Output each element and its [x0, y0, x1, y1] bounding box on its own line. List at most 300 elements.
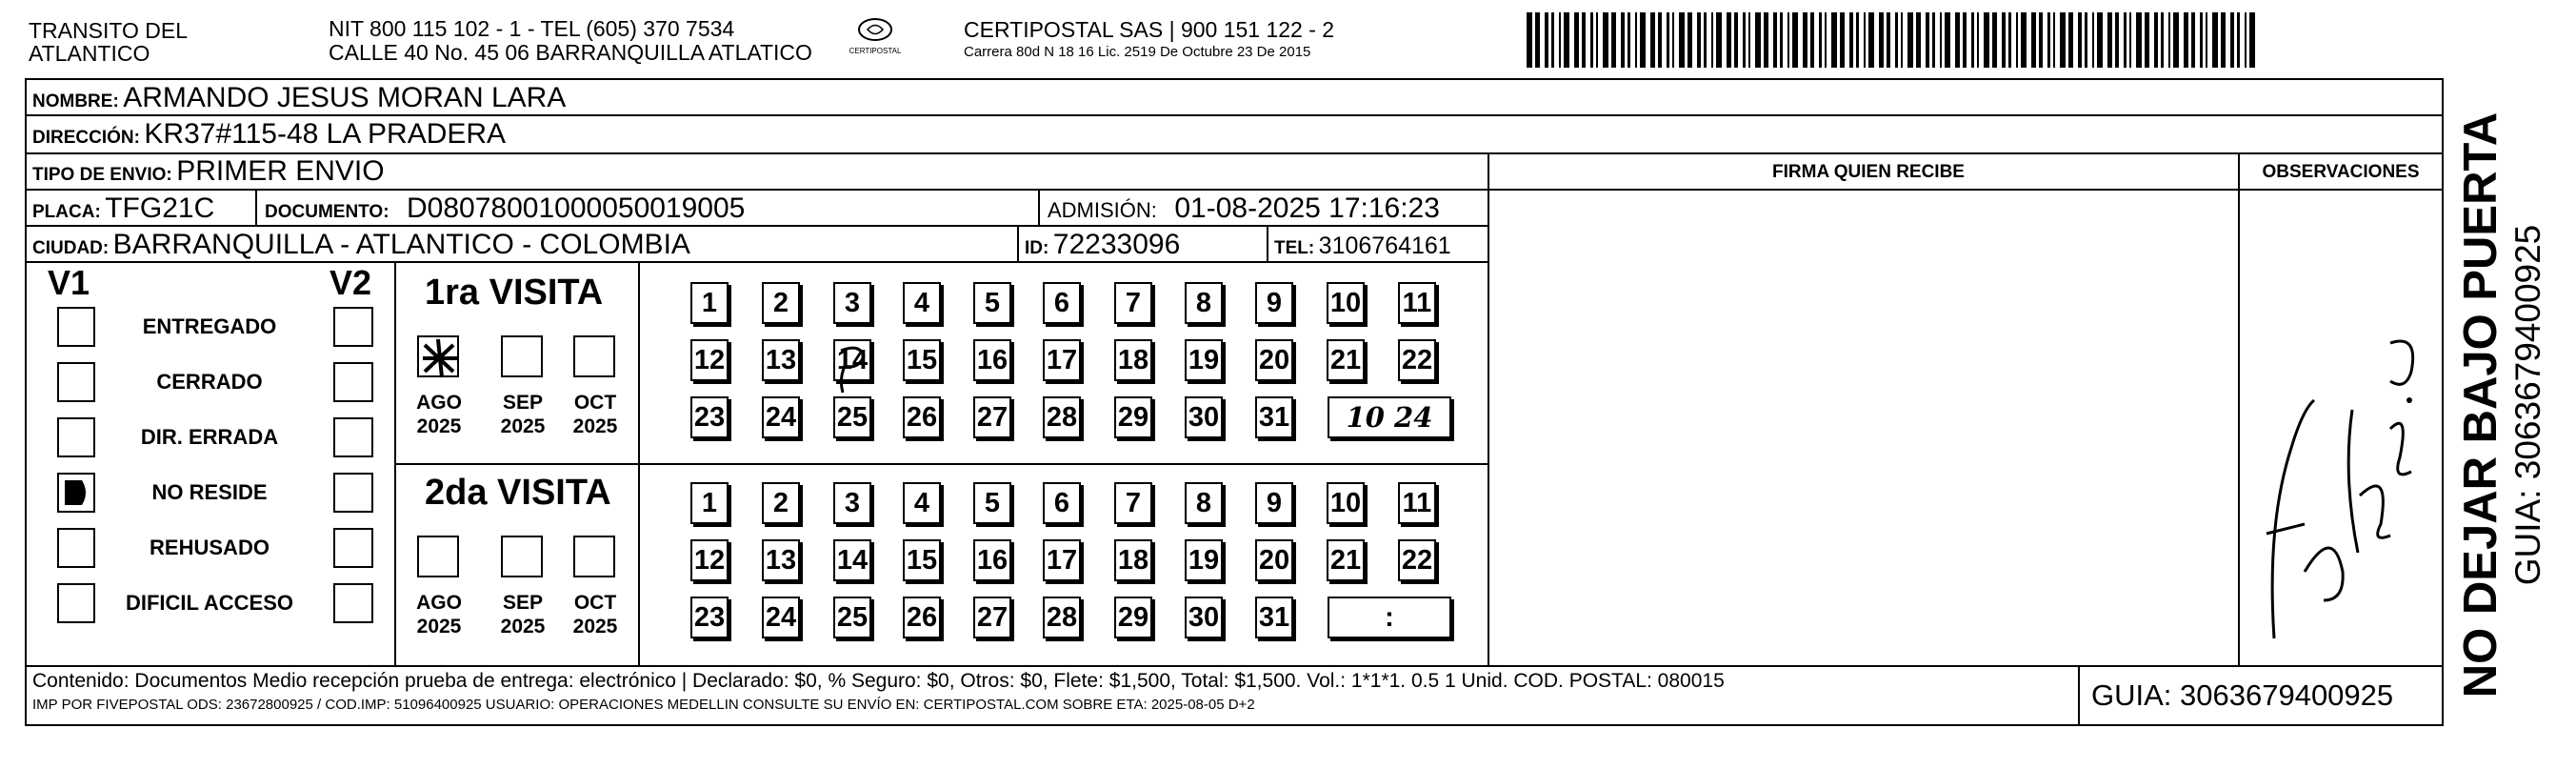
v1-checkbox[interactable]	[57, 362, 95, 402]
day-box[interactable]	[973, 339, 1011, 381]
id-cell	[1025, 229, 1180, 261]
day-box[interactable]	[973, 539, 1011, 581]
barcode-bar	[1559, 12, 1561, 68]
day-number: 23	[693, 401, 726, 433]
day-number: 1	[701, 487, 718, 518]
day-number: 19	[1188, 544, 1220, 576]
day-number: 17	[1046, 544, 1078, 576]
day-box[interactable]	[762, 396, 800, 438]
month-checkbox[interactable]	[573, 536, 615, 577]
day-number: 28	[1046, 601, 1078, 633]
month-name: OCT	[573, 592, 617, 614]
day-box[interactable]	[690, 539, 729, 581]
month-checkbox[interactable]	[501, 536, 543, 577]
day-number: 23	[693, 601, 726, 633]
divider	[25, 152, 2444, 154]
v1-checkbox[interactable]	[57, 417, 95, 457]
day-box[interactable]	[833, 339, 871, 381]
day-box[interactable]	[1398, 339, 1436, 381]
day-box[interactable]	[903, 597, 941, 638]
day-number: 3	[844, 487, 861, 518]
day-number: 27	[976, 601, 1008, 633]
day-number: 12	[693, 544, 726, 576]
barcode-bar	[1926, 12, 1929, 68]
barcode-bar	[2016, 12, 2018, 68]
day-number: 22	[1401, 344, 1433, 375]
visit-title: 1ra VISITA	[425, 273, 604, 313]
recipient-address: KR37#115-48 LA PRADERA	[144, 118, 507, 150]
barcode-bar	[2191, 12, 2195, 68]
day-box[interactable]	[903, 539, 941, 581]
barcode-bar	[1810, 12, 1814, 68]
org-name-line1: TRANSITO DEL	[29, 18, 188, 43]
barcode-bar	[2136, 12, 2142, 68]
barcode-bar	[1748, 12, 1750, 68]
barcode-bar	[1640, 12, 1646, 68]
month-checkbox[interactable]	[573, 335, 615, 377]
courier-logo	[846, 17, 905, 65]
v2-label: V2	[329, 263, 372, 302]
day-number: 13	[765, 344, 797, 375]
barcode-bar	[2200, 12, 2203, 68]
day-number: 30	[1188, 601, 1220, 633]
document-cell	[265, 192, 745, 225]
barcode-bar	[1780, 12, 1783, 68]
day-box[interactable]	[762, 282, 800, 324]
month-year: 2025	[500, 616, 546, 637]
day-number: 26	[906, 401, 938, 433]
delivery-state-label: REHUSADO	[150, 536, 270, 559]
divider	[25, 261, 1489, 263]
month-year: 2025	[572, 415, 618, 437]
day-box[interactable]	[1398, 282, 1436, 324]
barcode-bar	[1963, 12, 1967, 68]
day-box[interactable]	[1255, 597, 1293, 638]
tel-cell	[1274, 233, 1451, 261]
day-number: 4	[913, 287, 930, 318]
month-year: 2025	[416, 415, 462, 437]
barcode-bar	[1603, 12, 1608, 68]
barcode-bar	[1792, 12, 1798, 68]
barcode-bar	[1658, 12, 1662, 68]
admission-cell	[1048, 192, 1440, 225]
day-number: 31	[1258, 401, 1290, 433]
barcode-bar	[1901, 12, 1903, 68]
day-number: 20	[1258, 544, 1290, 576]
day-number: 20	[1258, 344, 1290, 375]
barcode-bar	[2245, 12, 2247, 68]
v2-checkbox[interactable]	[333, 473, 373, 513]
month-label	[495, 591, 550, 638]
id-label: ID:	[1025, 238, 1049, 258]
content-line: Contenido: Documentos Medio recepción prueba de entrega: electrónico | Declarado: $0, % Seguro: $0, Otros: $0, Flete: $1,500, Total: $1,500. Vol.: 1*1*1. 0.5 1 Unid. COD. POSTAL: 080015	[32, 670, 1725, 692]
shipment-type-row	[32, 155, 385, 188]
day-number: 24	[765, 601, 797, 633]
plate-row	[32, 192, 214, 225]
barcode-graphic	[1527, 12, 2260, 68]
day-box[interactable]	[1185, 339, 1223, 381]
day-number: 10	[1329, 487, 1362, 518]
day-box[interactable]	[833, 482, 871, 524]
barcode-bar	[2078, 12, 2082, 68]
barcode-bar	[1977, 12, 1979, 68]
barcode-bar	[1984, 12, 1989, 68]
barcode-bar	[2230, 12, 2234, 68]
org-name-line2: ATLANTICO	[29, 41, 150, 66]
day-box[interactable]	[762, 482, 800, 524]
day-number: 9	[1266, 287, 1283, 318]
day-box[interactable]	[690, 396, 729, 438]
org-contact	[329, 17, 812, 65]
day-box[interactable]	[833, 396, 871, 438]
day-number: 7	[1125, 487, 1142, 518]
visit-title: 2da VISITA	[425, 473, 611, 513]
day-box[interactable]	[1255, 482, 1293, 524]
day-box[interactable]	[973, 396, 1011, 438]
barcode-bar	[1590, 12, 1593, 68]
recipient-name: ARMANDO JESUS MORAN LARA	[123, 82, 567, 113]
day-box[interactable]	[1398, 539, 1436, 581]
barcode-bar	[2008, 12, 2011, 68]
barcode-bar	[1611, 12, 1616, 68]
month-name: SEP	[502, 592, 544, 614]
day-box[interactable]	[1327, 339, 1365, 381]
barcode-bar	[2168, 12, 2170, 68]
barcode	[1527, 12, 2260, 68]
day-number: 26	[906, 601, 938, 633]
day-box[interactable]	[1114, 482, 1152, 524]
divider	[2238, 152, 2240, 665]
barcode-bar	[1803, 12, 1807, 68]
day-number: 2	[772, 287, 789, 318]
barcode-bar	[1650, 12, 1655, 68]
day-box[interactable]	[1327, 539, 1365, 581]
day-number: 25	[836, 601, 869, 633]
day-number: 7	[1125, 287, 1142, 318]
day-box[interactable]	[1185, 282, 1223, 324]
barcode-bar	[1679, 12, 1685, 68]
divider	[25, 665, 2444, 667]
barcode-bar	[1864, 12, 1866, 68]
barcode-bar	[1849, 12, 1853, 68]
day-number: 11	[1402, 287, 1432, 318]
v1-label: V1	[48, 263, 90, 302]
barcode-bar	[1773, 12, 1777, 68]
barcode-bar	[2115, 12, 2119, 68]
day-number: 1	[701, 287, 718, 318]
day-number: 9	[1266, 487, 1283, 518]
day-number: 10	[1329, 287, 1362, 318]
day-number: 14	[836, 344, 869, 375]
day-number: 14	[836, 544, 869, 576]
day-box[interactable]	[1255, 539, 1293, 581]
day-number: 12	[693, 344, 726, 375]
nit-line: NIT 800 115 102 - 1 - TEL (605) 370 7534	[329, 16, 735, 41]
v2-checkbox[interactable]	[333, 307, 373, 347]
day-number: 8	[1195, 287, 1212, 318]
divider	[394, 463, 1489, 465]
admission-label: ADMISIÓN:	[1048, 198, 1157, 222]
day-box[interactable]	[1114, 339, 1152, 381]
day-box[interactable]	[903, 482, 941, 524]
v2-checkbox[interactable]	[333, 362, 373, 402]
day-box[interactable]	[1114, 282, 1152, 324]
document-value: D08078001000050019005	[407, 192, 746, 224]
barcode-bar	[2092, 12, 2094, 68]
day-box[interactable]	[1255, 282, 1293, 324]
day-number: 18	[1117, 344, 1149, 375]
barcode-bar	[2021, 12, 2027, 68]
time-box[interactable]	[1328, 396, 1451, 438]
day-number: 29	[1117, 601, 1149, 633]
month-checkbox[interactable]	[501, 335, 543, 377]
day-box[interactable]	[903, 282, 941, 324]
footer-text	[32, 669, 2070, 717]
day-number: 4	[913, 487, 930, 518]
day-box[interactable]	[903, 396, 941, 438]
side-warning	[2454, 76, 2568, 734]
barcode-bar	[2107, 12, 2112, 68]
barcode-bar	[1667, 12, 1669, 68]
barcode-bar	[1831, 12, 1837, 68]
city-row	[32, 229, 690, 261]
day-box[interactable]	[1043, 597, 1081, 638]
barcode-bar	[1582, 12, 1586, 68]
address-row	[32, 118, 506, 151]
day-number: 29	[1117, 401, 1149, 433]
barcode-bar	[1907, 12, 1913, 68]
day-box[interactable]	[762, 597, 800, 638]
day-number: 6	[1053, 487, 1070, 518]
barcode-bar	[1992, 12, 1997, 68]
day-box[interactable]	[690, 339, 729, 381]
day-number: 3	[844, 287, 861, 318]
barcode-bar	[1819, 12, 1822, 68]
observations-header: OBSERVACIONES	[2262, 162, 2420, 182]
day-number: 30	[1188, 401, 1220, 433]
v1-checkbox[interactable]	[57, 528, 95, 568]
day-box[interactable]	[1114, 539, 1152, 581]
barcode-bar	[1716, 12, 1722, 68]
plate-value: TFG21C	[105, 192, 215, 224]
barcode-bar	[1955, 12, 1960, 68]
barcode-bar	[1932, 12, 1935, 68]
day-number: 21	[1329, 344, 1362, 375]
shipment-type-label: TIPO DE ENVIO:	[32, 165, 172, 185]
header	[0, 0, 2576, 76]
barcode-bar	[2173, 12, 2179, 68]
day-box[interactable]	[1043, 482, 1081, 524]
day-number: 18	[1117, 544, 1149, 576]
v1-checkbox[interactable]	[57, 307, 95, 347]
day-number: 22	[1401, 544, 1433, 576]
barcode-bar	[2053, 12, 2055, 68]
admission-value: 01-08-2025 17:16:23	[1174, 192, 1440, 224]
v1-checkbox[interactable]	[57, 473, 95, 513]
time-handwritten: 10 24	[1346, 401, 1433, 434]
month-year: 2025	[572, 616, 618, 637]
day-box[interactable]	[1114, 396, 1152, 438]
day-box[interactable]	[1043, 396, 1081, 438]
day-box[interactable]	[833, 282, 871, 324]
month-year: 2025	[500, 415, 546, 437]
barcode-bar	[1940, 12, 1942, 68]
barcode-bar	[1551, 12, 1554, 68]
barcode-bar	[2124, 12, 2127, 68]
day-box[interactable]	[762, 539, 800, 581]
barcode-bar	[1971, 12, 1974, 68]
day-box[interactable]	[1185, 396, 1223, 438]
month-label	[568, 591, 623, 638]
courier-address: Carrera 80d N 18 16 Lic. 2519 De Octubre 23 De 2015	[964, 44, 1311, 60]
day-number: 25	[836, 401, 869, 433]
barcode-bar	[2145, 12, 2149, 68]
time-box[interactable]	[1328, 597, 1451, 638]
barcode-bar	[1564, 12, 1569, 68]
divider	[1488, 189, 2444, 191]
id-value: 72233096	[1052, 229, 1181, 260]
month-label	[411, 391, 467, 438]
day-number: 6	[1053, 287, 1070, 318]
day-box[interactable]	[690, 282, 729, 324]
divider	[2078, 665, 2080, 726]
day-box[interactable]	[903, 339, 941, 381]
day-number: 21	[1329, 544, 1362, 576]
barcode-bar	[1945, 12, 1950, 68]
barcode-bar	[1697, 12, 1701, 68]
barcode-bar	[1895, 12, 1898, 68]
address-label: DIRECCIÓN:	[32, 128, 140, 148]
day-box[interactable]	[1185, 482, 1223, 524]
side-guia-text: GUIA: 3063679400925	[2508, 224, 2547, 586]
barcode-bar	[1840, 12, 1845, 68]
barcode-bar	[2031, 12, 2036, 68]
day-box[interactable]	[833, 539, 871, 581]
barcode-bar	[2212, 12, 2218, 68]
month-name: SEP	[502, 392, 544, 414]
month-checkbox[interactable]	[417, 536, 459, 577]
day-number: 28	[1046, 401, 1078, 433]
city-label: CIUDAD:	[32, 238, 110, 258]
day-box[interactable]	[973, 282, 1011, 324]
barcode-bar	[1856, 12, 1859, 68]
barcode-bar	[1727, 12, 1731, 68]
month-label	[495, 391, 550, 438]
day-box[interactable]	[973, 482, 1011, 524]
day-box[interactable]	[1327, 482, 1365, 524]
barcode-bar	[2237, 12, 2240, 68]
day-number: 19	[1188, 344, 1220, 375]
day-number: 8	[1195, 487, 1212, 518]
day-number: 16	[976, 344, 1008, 375]
barcode-bar	[1574, 12, 1579, 68]
barcode-bar	[1687, 12, 1692, 68]
barcode-bar	[1764, 12, 1768, 68]
barcode-bar	[2221, 12, 2226, 68]
checkbox-mark-icon	[59, 475, 93, 511]
barcode-bar	[1672, 12, 1674, 68]
barcode-bar	[1887, 12, 1890, 68]
delivery-state-label: DIR. ERRADA	[140, 425, 279, 449]
day-number: 24	[765, 401, 797, 433]
day-box[interactable]	[973, 597, 1011, 638]
barcode-bar	[1879, 12, 1884, 68]
barcode-bar	[1545, 12, 1548, 68]
day-box[interactable]	[1043, 282, 1081, 324]
org-name	[29, 19, 188, 65]
name-row	[32, 82, 566, 114]
day-box[interactable]	[1043, 539, 1081, 581]
city-value: BARRANQUILLA - ATLANTICO - COLOMBIA	[112, 229, 690, 260]
guia-box: GUIA: 3063679400925	[2091, 678, 2394, 712]
month-checkbox[interactable]	[417, 335, 459, 377]
day-box[interactable]	[690, 597, 729, 638]
time-placeholder: :	[1385, 601, 1394, 633]
delivery-state-label: DIFICIL ACCESO	[125, 591, 293, 615]
day-box[interactable]	[1185, 539, 1223, 581]
delivery-state-label: ENTREGADO	[142, 314, 277, 338]
day-number: 11	[1402, 487, 1432, 518]
barcode-bar	[1734, 12, 1738, 68]
courier-info	[964, 17, 1334, 63]
v1-checkbox[interactable]	[57, 583, 95, 623]
day-number: 15	[906, 344, 938, 375]
observation-handwriting	[2247, 286, 2428, 658]
v2-checkbox[interactable]	[333, 528, 373, 568]
day-box[interactable]	[762, 339, 800, 381]
divider	[1038, 189, 1040, 225]
barcode-bar	[2249, 12, 2255, 68]
barcode-bar	[1635, 12, 1637, 68]
day-box[interactable]	[833, 597, 871, 638]
day-box[interactable]	[1043, 339, 1081, 381]
tel-label: TEL:	[1274, 238, 1315, 258]
month-name: AGO	[416, 392, 462, 414]
day-box[interactable]	[1185, 597, 1223, 638]
side-warning-text: NO DEJAR BAJO PUERTA	[2455, 111, 2506, 698]
day-box[interactable]	[1327, 282, 1365, 324]
courier-logo-text: CERTIPOSTAL	[849, 47, 902, 55]
barcode-bar	[2068, 12, 2073, 68]
divider	[25, 225, 1489, 227]
day-box[interactable]	[690, 482, 729, 524]
barcode-bar	[1621, 12, 1625, 68]
v2-checkbox[interactable]	[333, 583, 373, 623]
day-number: 2	[772, 487, 789, 518]
barcode-bar	[1527, 12, 1532, 68]
barcode-bar	[2161, 12, 2164, 68]
delivery-state-label: NO RESIDE	[151, 480, 268, 504]
day-box[interactable]	[1398, 482, 1436, 524]
org-address-line: CALLE 40 No. 45 06 BARRANQUILLA ATLATICO	[329, 40, 812, 65]
checkbox-mark-icon	[419, 337, 461, 379]
barcode-bar	[2047, 12, 2050, 68]
v2-checkbox[interactable]	[333, 417, 373, 457]
divider	[1267, 225, 1268, 261]
month-name: OCT	[573, 392, 617, 414]
name-label: NOMBRE:	[32, 91, 119, 111]
shipment-type: PRIMER ENVIO	[176, 155, 385, 187]
day-box[interactable]	[1255, 396, 1293, 438]
day-box[interactable]	[1255, 339, 1293, 381]
divider	[25, 114, 2444, 116]
day-number: 13	[765, 544, 797, 576]
tel-value: 3106764161	[1318, 233, 1451, 259]
barcode-bar	[1704, 12, 1707, 68]
barcode-bar	[1825, 12, 1827, 68]
day-box[interactable]	[1114, 597, 1152, 638]
barcode-bar	[2085, 12, 2087, 68]
